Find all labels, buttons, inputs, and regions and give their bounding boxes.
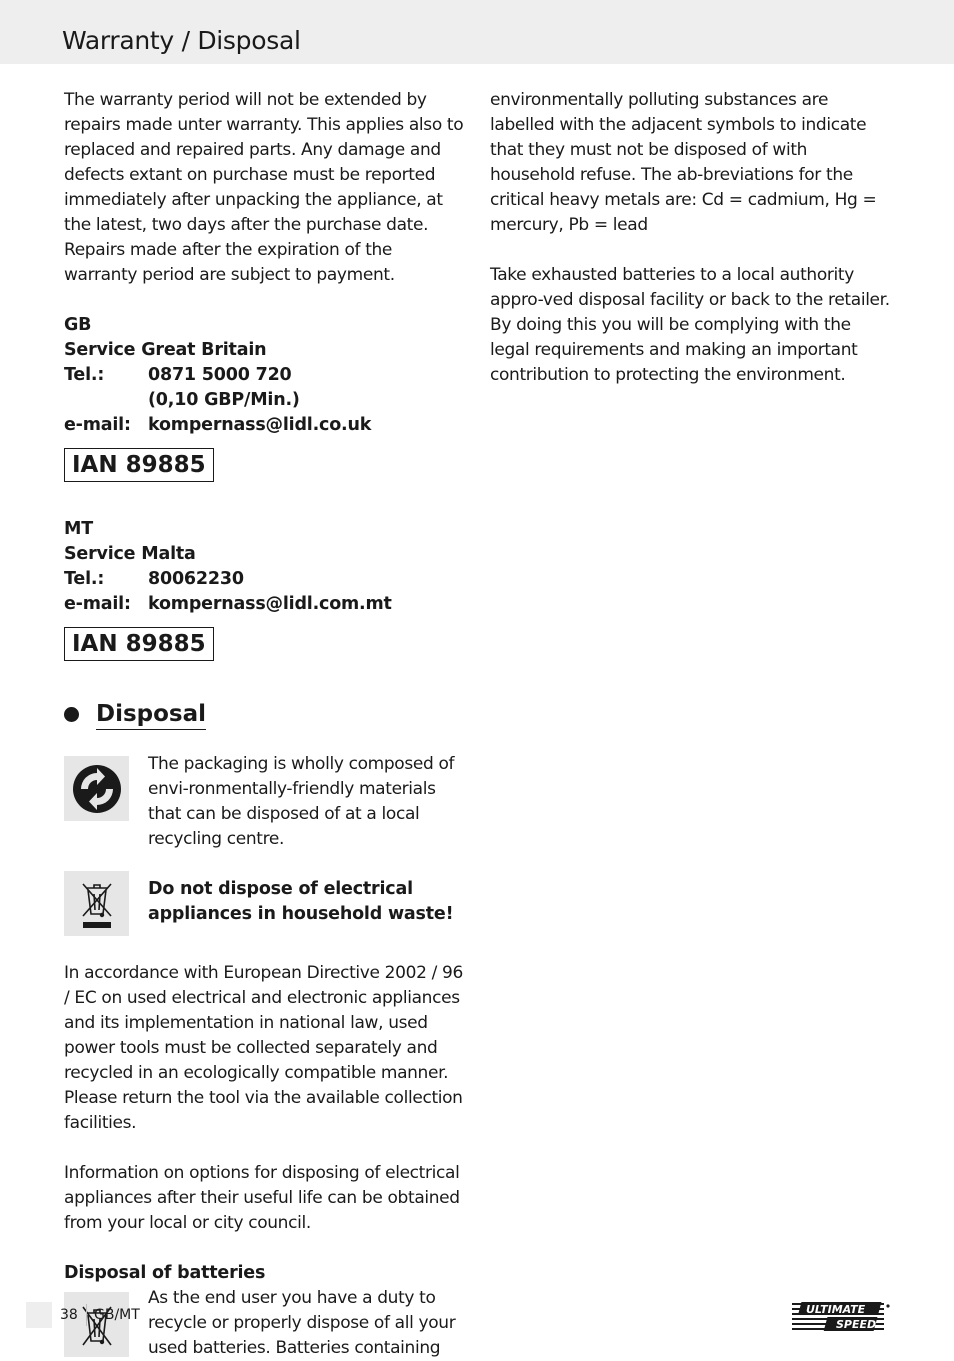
service-gb-tel-note: (0,10 GBP/Min.) <box>148 390 300 410</box>
service-gb-block <box>64 313 464 438</box>
crossed-out-wheelie-bin-icon <box>64 1292 129 1357</box>
page-title: Warranty / Disposal <box>62 26 301 55</box>
service-mt-email: kompernass@lidl.com.mt <box>148 594 392 614</box>
footer-country: GB/MT <box>94 1307 140 1323</box>
right-column <box>490 88 894 388</box>
service-gb-email: kompernass@lidl.co.uk <box>148 415 372 435</box>
service-gb-country: GB <box>64 315 92 335</box>
service-gb-tel-note-row <box>64 388 464 413</box>
ian-box-mt: IAN 89885 <box>64 627 214 661</box>
service-mt-email-row <box>64 592 464 617</box>
service-gb-name: Service Great Britain <box>64 340 267 360</box>
exhausted-batteries-paragraph: Take exhausted batteries to a local authority appro-ved disposal facility or back to the retailer. By doing this you will be complying with the legal requirements and making an important contribution to protecting the environment. <box>490 265 890 385</box>
packaging-text: The packaging is wholly composed of envi-ronmentally-friendly materials that can be disposed of at a local recycling centre. <box>148 754 455 849</box>
weee-row <box>64 871 464 936</box>
disposal-heading <box>64 699 464 730</box>
service-gb-tel: 0871 5000 720 <box>148 365 292 385</box>
tel-label: Tel.: <box>64 365 105 385</box>
disposal-title: Disposal <box>96 699 206 730</box>
info-paragraph: Information on options for disposing of electrical appliances after their useful life can be obtained from your local or city council. <box>64 1163 460 1233</box>
warranty-paragraph: The warranty period will not be extended by repairs made unter warranty. This applies also to replaced and repaired parts. Any damage and defects extant on purchase must be reported immediately after unpacking the appliance, at the latest, two days after the purchase date. Repairs made after the expiration of the warranty period are subject to payment. <box>64 90 464 285</box>
green-dot-recycling-icon <box>64 756 129 821</box>
ian-box-gb: IAN 89885 <box>64 448 214 482</box>
crossed-out-wheelie-bin-icon <box>64 871 129 936</box>
service-mt-tel-row <box>64 567 464 592</box>
bullet-icon <box>64 707 79 722</box>
brand-line1: ULTIMATE <box>806 1303 866 1316</box>
email-label: e-mail: <box>64 415 131 435</box>
packaging-row <box>64 756 464 852</box>
service-gb-tel-row <box>64 363 464 388</box>
footer-marker <box>26 1302 52 1328</box>
service-mt-tel: 80062230 <box>148 569 244 589</box>
directive-paragraph: In accordance with European Directive 2002 / 96 / EC on used electrical and electronic appliances and its implementation in national law, used power tools must be collected separately and recycled in an ecologically compatible manner. Please return the tool via the available collection facilities. <box>64 963 463 1133</box>
tel-label: Tel.: <box>64 569 105 589</box>
batteries-row <box>64 1288 464 1361</box>
brand-line2: SPEED <box>836 1318 877 1331</box>
ultimate-speed-logo <box>792 1300 892 1338</box>
footer-divider <box>86 1304 87 1326</box>
service-mt-name: Service Malta <box>64 544 196 564</box>
continued-paragraph: environmentally polluting substances are labelled with the adjacent symbols to indicate that they must not be disposed of with household refuse. The ab-breviations for the critical heavy metals are: Cd = cadmium, Hg = mercury, Pb = lead <box>490 90 877 235</box>
left-column <box>64 88 464 1361</box>
email-label: e-mail: <box>64 594 131 614</box>
service-gb-email-row <box>64 413 464 438</box>
batteries-heading: Disposal of batteries <box>64 1263 266 1283</box>
service-mt-country: MT <box>64 519 93 539</box>
batteries-text: As the end user you have a duty to recycle or properly dispose of all your used batteries. Batteries containing <box>148 1288 456 1358</box>
service-mt-block <box>64 517 464 617</box>
page-number: 38 <box>60 1307 78 1323</box>
weee-warning: Do not dispose of electrical appliances in household waste! <box>148 879 454 924</box>
